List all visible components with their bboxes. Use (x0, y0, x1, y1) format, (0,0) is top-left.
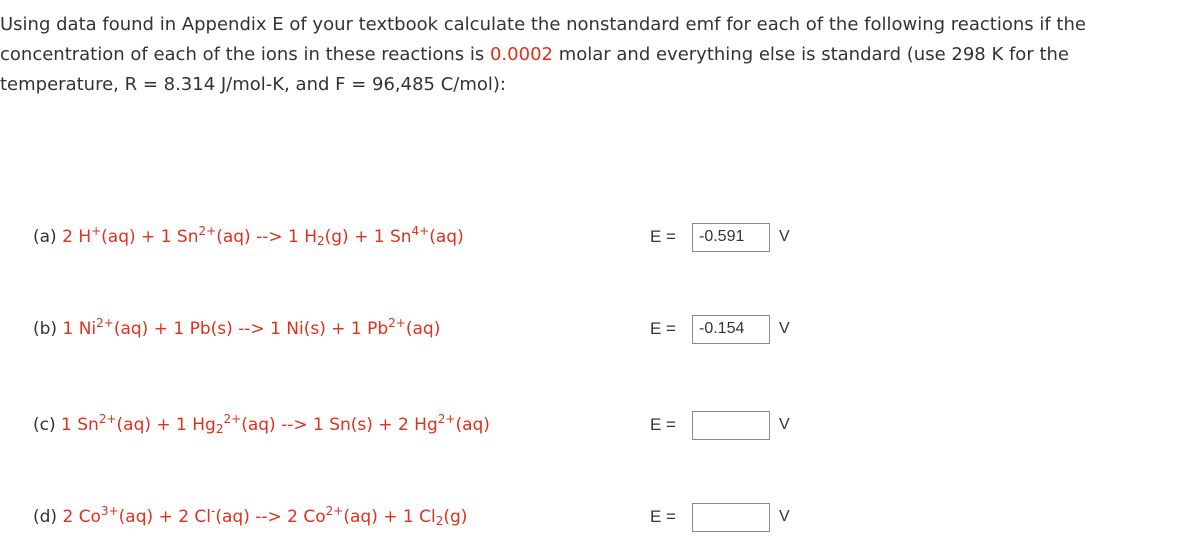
emf-label: E = (650, 227, 676, 246)
concentration-value: 0.0002 (489, 44, 553, 65)
reaction-row-b (33, 312, 1173, 346)
unit-label: V (779, 320, 790, 337)
unit-label: V (779, 508, 790, 525)
reaction-label: (c) (33, 415, 62, 435)
reaction-equation-b (33, 316, 440, 342)
reaction-equation-c (33, 412, 490, 438)
answer-group-b (650, 312, 790, 346)
reaction-formula: 1 $Ni^{2+}(aq) + 1$ Pb(s) --> 1 Ni(s) + 1 $Pb^{2+}(aq)$ (62, 316, 441, 339)
emf-input-c[interactable] (692, 411, 770, 440)
unit-label: V (779, 228, 790, 245)
reaction-formula: 2 H+(aq) + 1 $Sn^{2+}(aq)$ --> 1 $H_2(g) + 1$ $Sn^{4+}(aq)$ (62, 224, 464, 248)
answer-group-c (650, 408, 790, 442)
reaction-formula: 1 $Sn^{2+}(aq) + 1$ $Hg_2^{2+}(aq)$ --> 1 Sn(s) + 2 $Hg^{2+}(aq)$ (61, 412, 490, 436)
emf-label: E = (650, 507, 676, 526)
reaction-row-d (33, 500, 1173, 534)
emf-input-b[interactable] (692, 315, 770, 344)
reaction-equation-d (33, 504, 467, 530)
emf-input-a[interactable] (692, 223, 770, 252)
emf-input-d[interactable] (692, 503, 770, 532)
reaction-label: (d) (33, 507, 63, 527)
answer-group-a (650, 220, 790, 254)
reaction-row-a (33, 220, 1173, 254)
answer-group-d (650, 500, 790, 534)
emf-label: E = (650, 415, 676, 434)
reaction-label: (b) (33, 319, 63, 339)
reaction-label: (a) (33, 227, 63, 247)
problem-statement (0, 10, 1186, 100)
emf-label: E = (650, 319, 676, 338)
intro-text-2: molar and everything else is standard (use 298 K for the temperature, R = 8.314 J/mol-K, and F = 96,485 C/mol): (0, 44, 1069, 95)
unit-label: V (779, 416, 790, 433)
reaction-formula: 2 $Co^{3+}(aq) + 2$ Cl-(aq) --> 2 $Co^{2+}(aq) + 1$ $Cl_2(g)$ (62, 504, 468, 528)
intro-text-1: Using data found in Appendix E of your textbook calculate the nonstandard emf for each of the following reactions if the concentration of each of the ions in these reactions is (0, 14, 1086, 65)
reaction-row-c (33, 408, 1173, 442)
reaction-equation-a (33, 224, 464, 250)
